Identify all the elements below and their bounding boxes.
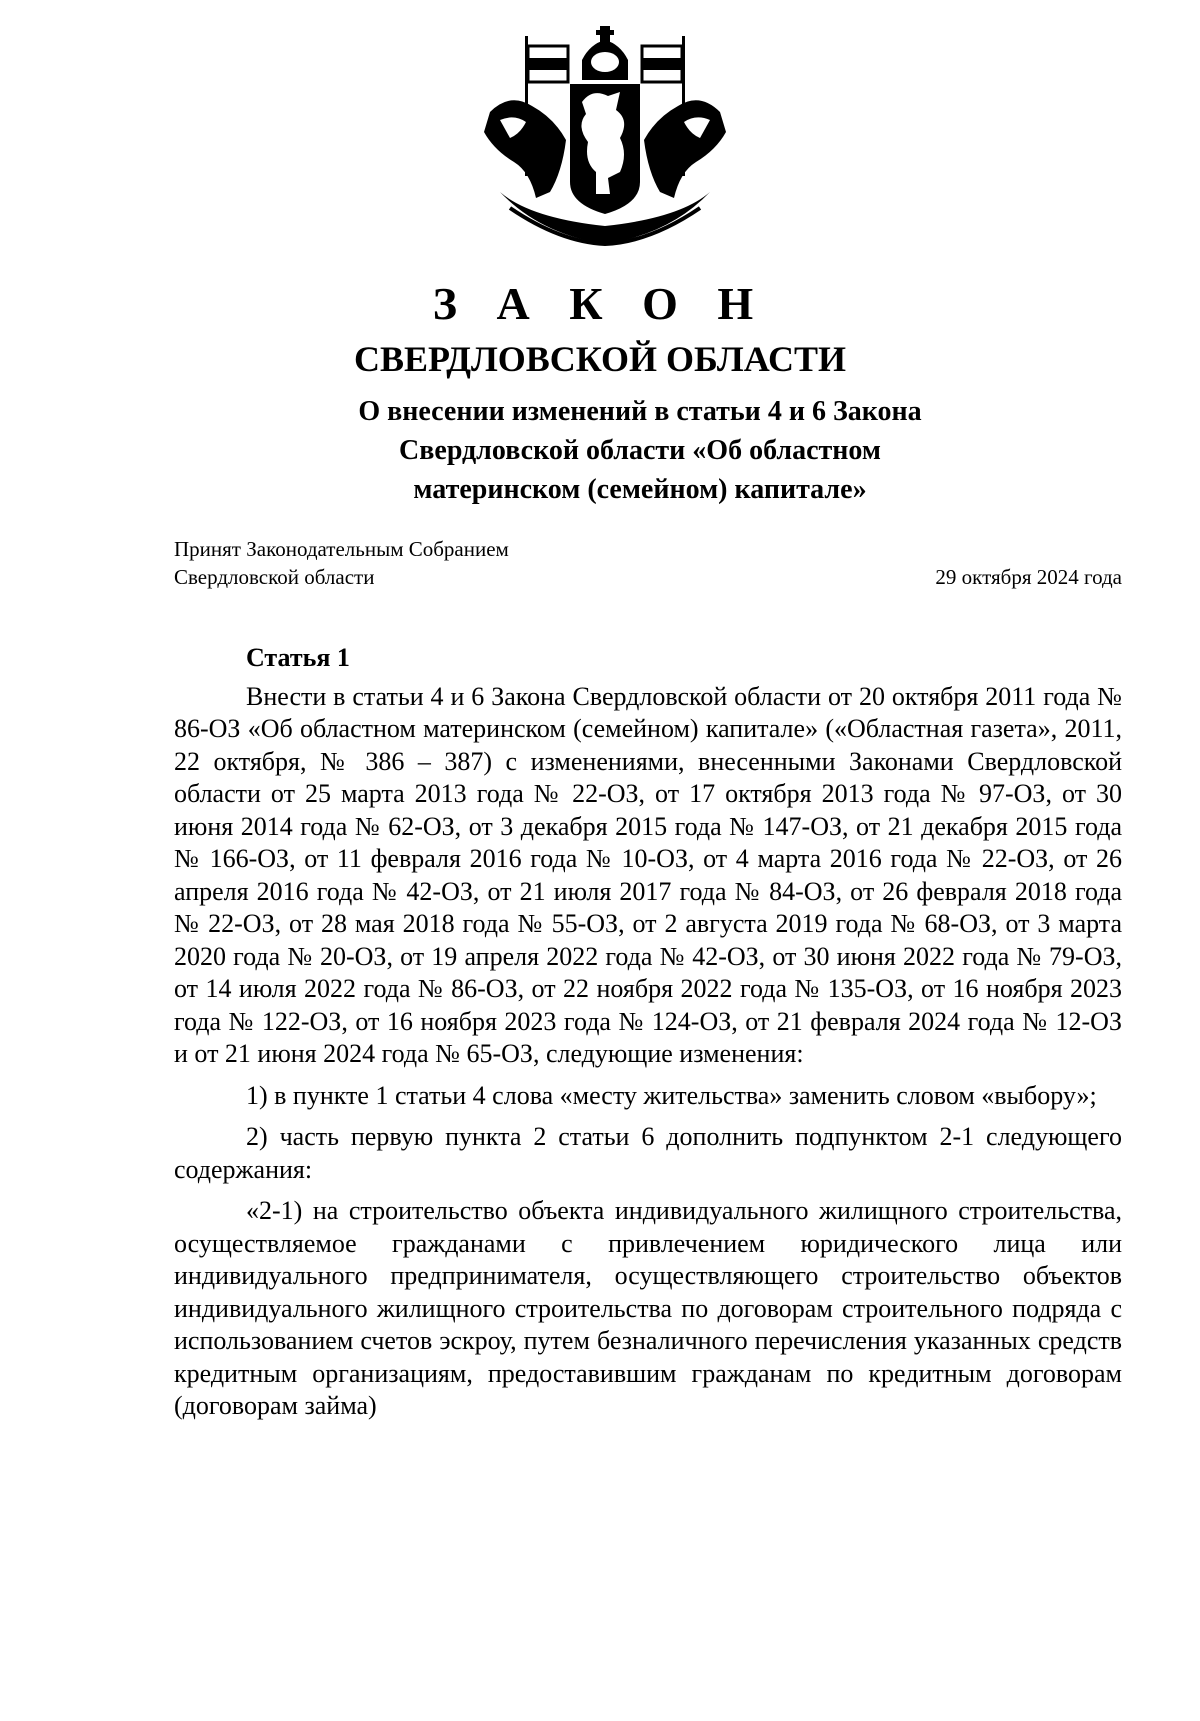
paragraph: «2-1) на строительство объекта индивидуального жилищного строительства, осуществляемое гражданами с привлечением юридического лица или индивидуального предпринимателя, осуществляющего строительство объектов индивидуального жилищного строительства по договорам строительного подряда с использованием счетов эскроу, путем безналичного перечисления указанных средств кредитным организациям, предоставившим гражданам по кредитным договорам (договорам займа) [174,1196,1122,1420]
subject-line: Свердловской области «Об областном [399,435,881,466]
article-heading: Статья 1 [246,643,350,672]
subject-line: О внесении изменений в статьи 4 и 6 Закона [358,396,922,427]
adoption-line: Принят Законодательным Собранием [174,537,509,561]
law-body [174,642,1122,1432]
paragraph: Внести в статьи 4 и 6 Закона Свердловской области от 20 октября 2011 года № 86-ОЗ «Об областном материнском (семейном) капитале» («Областная газета», 2011, 22 октября, № 386 – 387) с изменениями, внесенными Законами Свердловской области от 25 марта 2013 года № 22-ОЗ, от 17 октября 2013 года № 97-ОЗ, от 30 июня 2014 года № 62-ОЗ, от 3 декабря 2015 года № 147-ОЗ, от 21 декабря 2015 года № 166-ОЗ, от 11 февраля 2016 года № 10-ОЗ, от 4 марта 2016 года № 22-ОЗ, от 26 апреля 2016 года № 42-ОЗ, от 21 июля 2017 года № 84-ОЗ, от 26 февраля 2018 года № 22-ОЗ, от 28 мая 2018 года № 55-ОЗ, от 2 августа 2019 года № 68-ОЗ, от 3 марта 2020 года № 20-ОЗ, от 19 апреля 2022 года № 42-ОЗ, от 30 июня 2022 года № 79-ОЗ, от 14 июля 2022 года № 86-ОЗ, от 22 ноября 2022 года № 135-ОЗ, от 16 ноября 2023 года № 122-ОЗ, от 16 ноября 2023 года № 124-ОЗ, от 21 февраля 2024 года № 12-ОЗ и от 21 июня 2024 года № 65-ОЗ, следующие изменения: [174,681,1122,1068]
paragraph: 1) в пункте 1 статьи 4 слова «месту жительства» заменить словом «выбору»; [246,1080,1097,1110]
coat-of-arms-emblem [470,22,740,250]
law-subject [250,392,1030,509]
paragraph: 2) часть первую пункта 2 статьи 6 дополнить подпунктом 2-1 следующего содержания: [174,1122,1122,1184]
document-title: З А К О Н [432,278,768,329]
adoption-note [174,535,509,591]
document-region: СВЕРДЛОВСКОЙ ОБЛАСТИ [354,339,846,379]
adoption-date: 29 октября 2024 года [935,565,1122,589]
adoption-line: Свердловской области [174,565,375,589]
subject-line: материнском (семейном) капитале» [413,474,867,505]
